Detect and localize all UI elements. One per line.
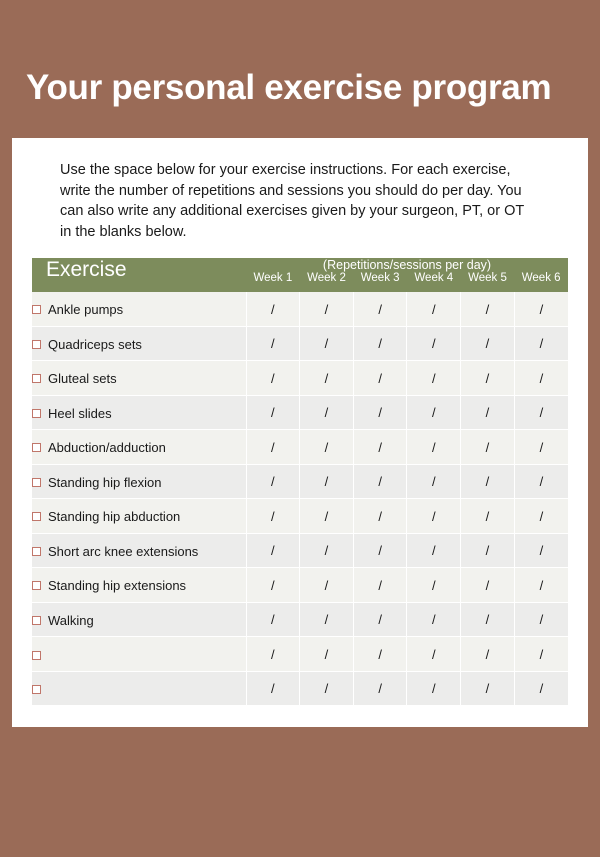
checkbox-icon[interactable]: [32, 685, 41, 694]
checkbox-icon[interactable]: [32, 616, 41, 625]
table-body: [32, 292, 568, 706]
week-entry-cell[interactable]: /: [407, 637, 461, 672]
checkbox-icon[interactable]: [32, 340, 41, 349]
table-row: [32, 326, 568, 361]
week-entry-cell[interactable]: /: [407, 602, 461, 637]
checkbox-icon[interactable]: [32, 512, 41, 521]
week-entry-cell[interactable]: /: [407, 464, 461, 499]
week-entry-cell[interactable]: /: [461, 637, 515, 672]
column-header-week-2: Week 2: [300, 272, 354, 292]
exercise-name-cell: [32, 464, 246, 499]
week-entry-cell[interactable]: /: [461, 292, 515, 326]
week-entry-cell[interactable]: /: [300, 499, 354, 534]
week-entry-cell[interactable]: /: [353, 533, 407, 568]
week-entry-cell[interactable]: /: [407, 292, 461, 326]
exercise-label: Standing hip flexion: [48, 474, 162, 490]
exercise-label: Ankle pumps: [48, 302, 124, 318]
exercise-table: [32, 258, 568, 706]
week-entry-cell[interactable]: /: [514, 499, 568, 534]
table-row: [32, 361, 568, 396]
week-entry-cell[interactable]: /: [246, 464, 300, 499]
week-entry-cell[interactable]: /: [300, 326, 354, 361]
week-entry-cell[interactable]: /: [300, 602, 354, 637]
week-entry-cell[interactable]: /: [514, 361, 568, 396]
page-title: Your personal exercise program: [26, 67, 552, 107]
week-entry-cell[interactable]: /: [246, 361, 300, 396]
exercise-name-cell: [32, 637, 246, 672]
exercise-name-cell: [32, 499, 246, 534]
week-entry-cell[interactable]: /: [246, 671, 300, 706]
week-entry-cell[interactable]: /: [300, 568, 354, 603]
week-entry-cell[interactable]: /: [461, 464, 515, 499]
bottom-color-band: [0, 727, 600, 857]
week-entry-cell[interactable]: /: [353, 361, 407, 396]
week-entry-cell[interactable]: /: [246, 395, 300, 430]
week-entry-cell[interactable]: /: [461, 326, 515, 361]
week-entry-cell[interactable]: /: [461, 568, 515, 603]
exercise-name-cell: [32, 602, 246, 637]
checkbox-icon[interactable]: [32, 651, 41, 660]
table-row: [32, 671, 568, 706]
week-entry-cell[interactable]: /: [461, 395, 515, 430]
exercise-name-cell: [32, 430, 246, 465]
week-entry-cell[interactable]: /: [353, 464, 407, 499]
week-entry-cell[interactable]: /: [246, 533, 300, 568]
exercise-name-cell: [32, 568, 246, 603]
week-entry-cell[interactable]: /: [246, 568, 300, 603]
week-entry-cell[interactable]: /: [353, 637, 407, 672]
exercise-label: Standing hip abduction: [48, 509, 181, 525]
exercise-label: Quadriceps sets: [48, 336, 142, 352]
checkbox-icon[interactable]: [32, 443, 41, 452]
week-entry-cell[interactable]: /: [407, 533, 461, 568]
table-head-row-1: [32, 258, 568, 272]
week-entry-cell[interactable]: /: [300, 292, 354, 326]
column-header-week-4: Week 4: [407, 272, 461, 292]
week-entry-cell[interactable]: /: [300, 464, 354, 499]
week-entry-cell[interactable]: /: [300, 395, 354, 430]
exercise-name-cell: [32, 395, 246, 430]
week-entry-cell[interactable]: /: [514, 602, 568, 637]
week-entry-cell[interactable]: /: [246, 292, 300, 326]
exercise-label: Heel slides: [48, 405, 112, 421]
table-row: [32, 292, 568, 326]
week-entry-cell[interactable]: /: [461, 430, 515, 465]
table-head: [32, 258, 568, 292]
week-entry-cell[interactable]: /: [353, 499, 407, 534]
exercise-name-cell: [32, 361, 246, 396]
week-entry-cell[interactable]: /: [407, 499, 461, 534]
week-entry-cell[interactable]: /: [246, 326, 300, 361]
week-entry-cell[interactable]: /: [514, 326, 568, 361]
column-header-week-3: Week 3: [353, 272, 407, 292]
table-row: [32, 568, 568, 603]
week-entry-cell[interactable]: /: [300, 430, 354, 465]
week-entry-cell[interactable]: /: [353, 395, 407, 430]
week-entry-cell[interactable]: /: [514, 568, 568, 603]
table-row: [32, 533, 568, 568]
week-entry-cell[interactable]: /: [407, 568, 461, 603]
week-entry-cell[interactable]: /: [353, 292, 407, 326]
table-row: [32, 499, 568, 534]
week-entry-cell[interactable]: /: [514, 430, 568, 465]
exercise-table-wrapper: [32, 258, 568, 706]
exercise-name-cell: [32, 671, 246, 706]
week-entry-cell[interactable]: /: [461, 671, 515, 706]
week-entry-cell[interactable]: /: [353, 602, 407, 637]
checkbox-icon[interactable]: [32, 305, 41, 314]
week-entry-cell[interactable]: /: [353, 430, 407, 465]
week-entry-cell[interactable]: /: [514, 637, 568, 672]
week-entry-cell[interactable]: /: [353, 568, 407, 603]
week-entry-cell[interactable]: /: [300, 361, 354, 396]
column-header-week-1: Week 1: [246, 272, 300, 292]
week-entry-cell[interactable]: /: [514, 533, 568, 568]
page-header: [0, 38, 600, 138]
table-row: [32, 395, 568, 430]
page-content: [12, 138, 588, 727]
exercise-name-cell: [32, 326, 246, 361]
week-entry-cell[interactable]: /: [407, 395, 461, 430]
week-entry-cell[interactable]: /: [514, 671, 568, 706]
week-entry-cell[interactable]: /: [407, 326, 461, 361]
table-row: [32, 602, 568, 637]
week-entry-cell[interactable]: /: [514, 292, 568, 326]
column-header-week-6: Week 6: [514, 272, 568, 292]
checkbox-icon[interactable]: [32, 581, 41, 590]
exercise-label: Short arc knee extensions: [48, 543, 199, 559]
exercise-label: Standing hip extensions: [48, 578, 187, 594]
week-entry-cell[interactable]: /: [246, 430, 300, 465]
exercise-label: Walking: [48, 612, 94, 628]
table-row: [32, 637, 568, 672]
column-header-subtitle: (Repetitions/sessions per day): [246, 258, 568, 272]
checkbox-icon[interactable]: [32, 409, 41, 418]
week-entry-cell[interactable]: /: [246, 499, 300, 534]
table-row: [32, 464, 568, 499]
checkbox-icon[interactable]: [32, 547, 41, 556]
week-entry-cell[interactable]: /: [514, 464, 568, 499]
week-entry-cell[interactable]: /: [461, 602, 515, 637]
intro-paragraph: Use the space below for your exercise instructions. For each exercise, write the number of repetitions and sessions you should do per day. You can also write any additional exercises given by your surgeon, PT, or OT in the blanks below.: [60, 162, 524, 240]
exercise-name-cell: [32, 533, 246, 568]
exercise-label: Gluteal sets: [48, 371, 117, 387]
week-entry-cell[interactable]: /: [461, 499, 515, 534]
week-entry-cell[interactable]: /: [353, 326, 407, 361]
week-entry-cell[interactable]: /: [246, 602, 300, 637]
week-entry-cell[interactable]: /: [407, 671, 461, 706]
week-entry-cell[interactable]: /: [300, 637, 354, 672]
week-entry-cell[interactable]: /: [514, 395, 568, 430]
week-entry-cell[interactable]: /: [407, 430, 461, 465]
week-entry-cell[interactable]: /: [407, 361, 461, 396]
week-entry-cell[interactable]: /: [461, 533, 515, 568]
top-color-band: [0, 0, 600, 38]
checkbox-icon[interactable]: [32, 374, 41, 383]
week-entry-cell[interactable]: /: [461, 361, 515, 396]
column-header-week-5: Week 5: [461, 272, 515, 292]
week-entry-cell[interactable]: /: [246, 637, 300, 672]
exercise-label: Abduction/adduction: [48, 440, 166, 456]
checkbox-icon[interactable]: [32, 478, 41, 487]
week-entry-cell[interactable]: /: [353, 671, 407, 706]
week-entry-cell[interactable]: /: [300, 533, 354, 568]
week-entry-cell[interactable]: /: [300, 671, 354, 706]
exercise-name-cell: [32, 292, 246, 326]
table-row: [32, 430, 568, 465]
column-header-exercise: Exercise: [32, 258, 246, 292]
